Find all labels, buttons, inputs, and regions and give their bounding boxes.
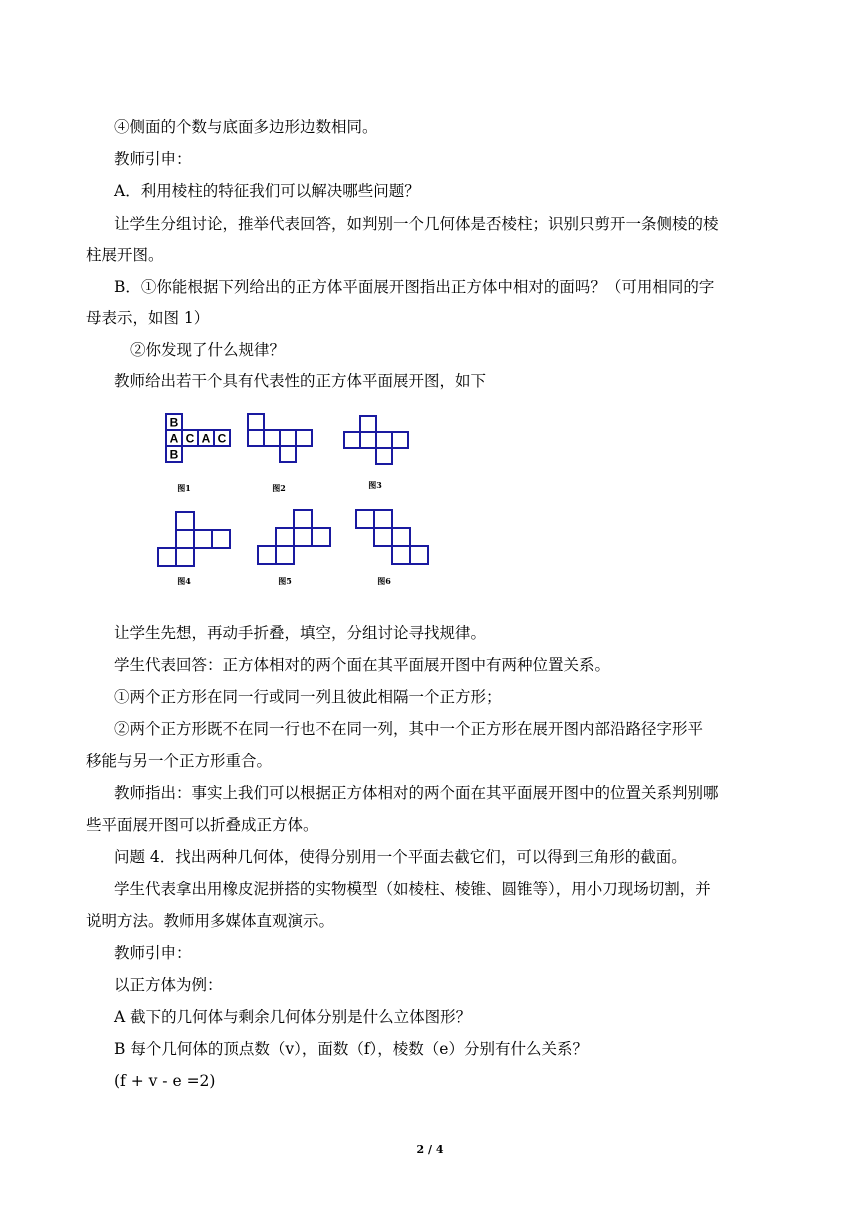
paragraph-line: 学生代表拿出用橡皮泥拼搭的实物模型（如棱柱、棱锥、圆锥等），用小刀现场切割，并 bbox=[114, 880, 711, 898]
net-letter: A bbox=[169, 431, 179, 446]
paragraph-line: ②你发现了什么规律？ bbox=[130, 341, 286, 359]
net-letter: B bbox=[169, 447, 179, 462]
net-letter: C bbox=[217, 431, 227, 446]
paragraph-line: B 每个几何体的顶点数（v），面数（f），棱数（e）分别有什么关系？ bbox=[114, 1040, 588, 1058]
paragraph-line: 些平面展开图可以折叠成正方体。 bbox=[86, 816, 319, 834]
paragraph-line: 让学生分组讨论，推举代表回答，如判别一个几何体是否棱柱；识别只剪开一条侧棱的棱 bbox=[114, 215, 719, 233]
paragraph-line: 移能与另一个正方形重合。 bbox=[86, 752, 273, 770]
figure-caption: 图1 bbox=[177, 483, 191, 493]
paragraph-line: 问题 4．找出两种几何体，使得分别用一个平面去截它们，可以得到三角形的截面。 bbox=[114, 848, 687, 866]
cube-net-figure-4 bbox=[158, 512, 230, 566]
cube-net-figure-2 bbox=[248, 414, 312, 462]
cube-net-figure-6 bbox=[356, 510, 428, 564]
paragraph-line: 教师引申： bbox=[114, 150, 192, 168]
net-letter: A bbox=[201, 431, 211, 446]
paragraph-line: 说明方法。教师用多媒体直观演示。 bbox=[86, 912, 335, 930]
net-letter: B bbox=[169, 415, 179, 430]
page-number: 2 / 4 bbox=[416, 1143, 444, 1156]
figure-caption: 图5 bbox=[278, 576, 292, 586]
cube-net-figure-5 bbox=[258, 510, 330, 564]
paragraph-line: ②两个正方形既不在同一行也不在同一列，其中一个正方形在展开图内部沿路径字形平 bbox=[114, 720, 704, 738]
paragraph-line: 学生代表回答：正方体相对的两个面在其平面展开图中有两种位置关系。 bbox=[114, 656, 611, 674]
figure-caption: 图4 bbox=[177, 576, 191, 586]
figure-caption: 图3 bbox=[368, 480, 382, 490]
figure-caption: 图2 bbox=[272, 483, 286, 493]
paragraph-line: B．①你能根据下列给出的正方体平面展开图指出正方体中相对的面吗？（可用相同的字 bbox=[114, 278, 715, 296]
paragraph-line: 教师给出若干个具有代表性的正方体平面展开图，如下 bbox=[114, 372, 487, 390]
paragraph-line: A 截下的几何体与剩余几何体分别是什么立体图形？ bbox=[114, 1008, 472, 1026]
paragraph-line: 母表示，如图 1） bbox=[86, 309, 210, 327]
paragraph-line: 柱展开图。 bbox=[86, 246, 164, 264]
paragraph-line: 以正方体为例： bbox=[114, 976, 223, 994]
paragraph-line: A．利用棱柱的特征我们可以解决哪些问题？ bbox=[114, 182, 420, 200]
cube-net-figure-3 bbox=[344, 416, 408, 464]
paragraph-line: ①两个正方形在同一行或同一列且彼此相隔一个正方形； bbox=[114, 688, 502, 706]
figure-caption: 图6 bbox=[377, 576, 391, 586]
cube-net-figures bbox=[140, 404, 440, 604]
paragraph-line: 教师指出：事实上我们可以根据正方体相对的两个面在其平面展开图中的位置关系判别哪 bbox=[114, 784, 719, 802]
net-letter: C bbox=[185, 431, 195, 446]
paragraph-line: 让学生先想，再动手折叠，填空，分组讨论寻找规律。 bbox=[114, 624, 487, 642]
paragraph-line: (f + v - e =2) bbox=[114, 1072, 216, 1090]
paragraph-line: 教师引申： bbox=[114, 944, 192, 962]
paragraph-line: ④侧面的个数与底面多边形边数相同。 bbox=[114, 118, 378, 136]
